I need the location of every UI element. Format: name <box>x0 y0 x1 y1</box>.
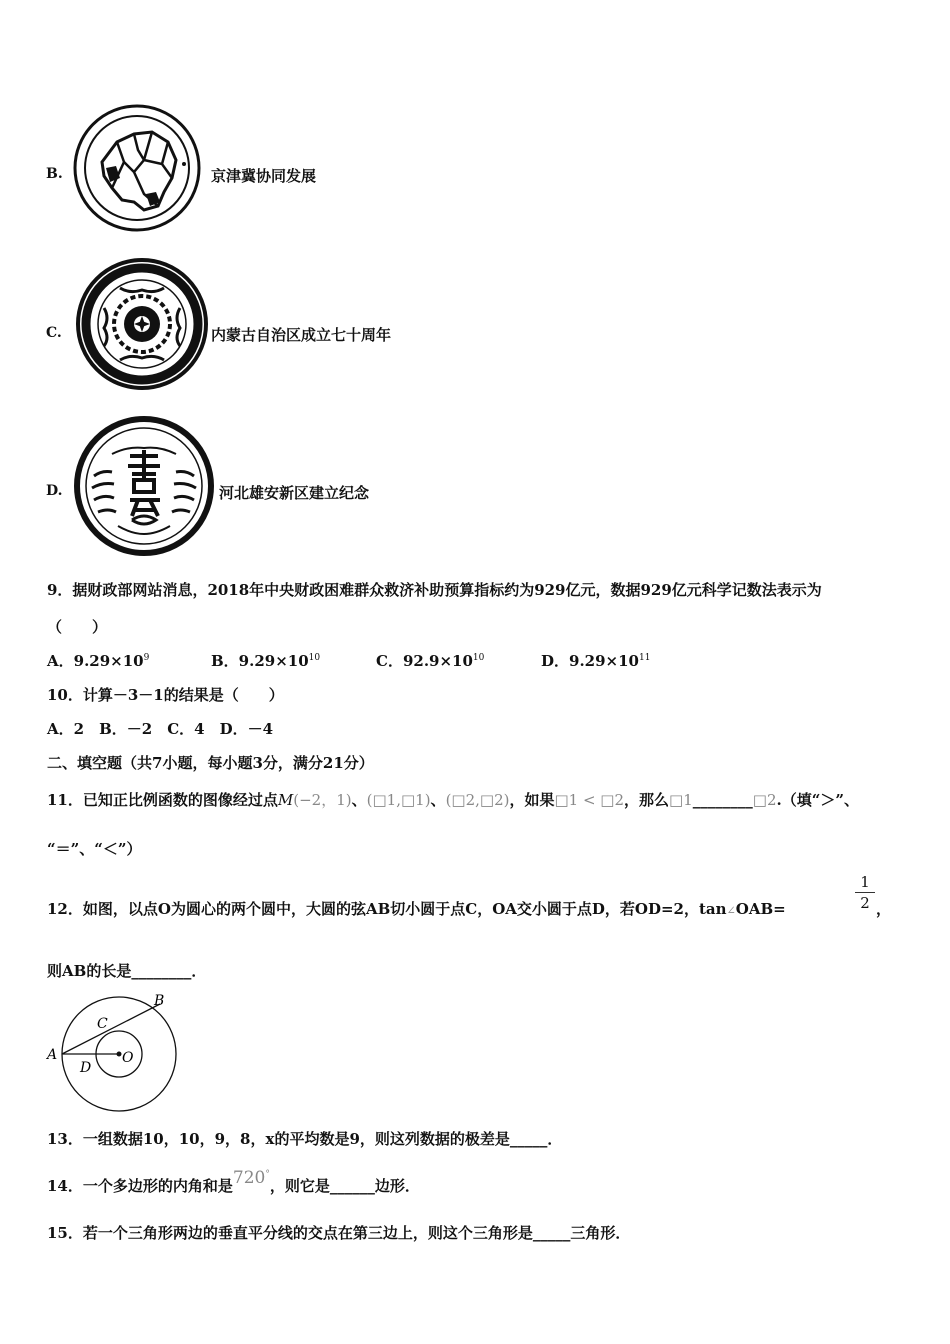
section-heading: 二、填空题（共7小题，每小题3分，满分21分） <box>47 754 374 772</box>
q11-then: ，那么 <box>624 791 670 809</box>
q9-stem: 9．据财政部网站消息，2018年中央财政困难群众救济补助预算指标约为929亿元，数据929亿元科学记数法表示为 <box>47 581 822 599</box>
option-b-caption: 京津冀协同发展 <box>211 167 317 185</box>
q14-value: 720° <box>232 1168 270 1188</box>
q11-point-m-name: M <box>277 791 294 809</box>
label-c: C <box>97 1016 108 1032</box>
q10-choices: A．2 B．－2 C．4 D．－4 <box>47 720 274 738</box>
fraction-numerator: 1 <box>855 872 875 893</box>
q10-stem: 10．计算－3－1的结果是（ ） <box>47 686 284 704</box>
option-b-letter: B. <box>46 166 63 182</box>
q14-post: ，则它是______边形． <box>269 1177 420 1195</box>
q11-point-b: (□2,□2) <box>445 791 510 809</box>
q11-point-a: (□1,□1) <box>366 791 431 809</box>
character-coin-icon <box>72 416 216 556</box>
q11-line2: “＝”、“＜”） <box>47 840 142 858</box>
q11-prefix: 11．已知正比例函数的图像经过点 <box>47 791 278 809</box>
q11-sep: 、 <box>351 791 367 809</box>
q12-stem-end: OAB= <box>735 900 786 918</box>
q12-comma: ， <box>876 900 892 918</box>
q14-stem <box>47 1168 420 1196</box>
q11-mid: ，如果 <box>509 791 555 809</box>
q9-choice-b: B．$9.29\times 10^{10}$ <box>211 652 321 670</box>
q13-stem: 13．一组数据10，10，9，8，x的平均数是9，则这列数据的极差是_____． <box>47 1130 563 1148</box>
q12-line2: 则AB的长是________． <box>47 962 207 980</box>
q9-choice-d: D．$9.29\times 10^{11}$ <box>541 652 651 670</box>
concentric-circles-figure <box>44 988 194 1114</box>
q11-sep: 、 <box>430 791 446 809</box>
ornament-coin-icon <box>74 258 210 390</box>
map-coin-icon <box>72 102 202 234</box>
q9-choice-c: C．$92.9\times 10^{10}$ <box>376 652 485 670</box>
q14-pre: 14．一个多边形的内角和是 <box>47 1177 233 1195</box>
q11-blank-left: □1 <box>669 791 693 809</box>
option-c-letter: C. <box>46 325 62 341</box>
q11-point-m: (−2，1) <box>293 791 352 809</box>
q9-paren: （ ） <box>47 618 108 636</box>
q12-fraction <box>855 872 875 913</box>
label-d: D <box>80 1060 92 1076</box>
label-b: B <box>154 993 165 1009</box>
q12-stem-text: 12．如图，以点O为圆心的两个圆中，大圆的弦AB切小圆于点C，OA交小圆于点D，若OD=2，tan <box>47 900 727 918</box>
q11-blank: ________ <box>692 791 753 809</box>
q11-condition: □1 < □2 <box>554 791 625 809</box>
option-d-letter: D. <box>46 483 63 499</box>
label-o: O <box>122 1050 134 1066</box>
fraction-denominator: 2 <box>860 894 870 912</box>
q11-line1 <box>47 789 859 810</box>
option-c-caption: 内蒙古自治区成立七十周年 <box>211 326 392 344</box>
q11-tail: .（填“＞”、 <box>776 791 859 809</box>
q11-blank-right: □2 <box>752 791 777 809</box>
option-d-caption: 河北雄安新区建立纪念 <box>219 484 370 502</box>
q12-stem <box>47 898 786 919</box>
angle-icon: ∠ <box>726 904 736 917</box>
label-a: A <box>47 1047 58 1063</box>
q9-choice-a: A．$9.29\times 10^9$ <box>47 652 150 670</box>
q15-stem: 15．若一个三角形两边的垂直平分线的交点在第三边上，则这个三角形是_____三角形． <box>47 1224 631 1242</box>
